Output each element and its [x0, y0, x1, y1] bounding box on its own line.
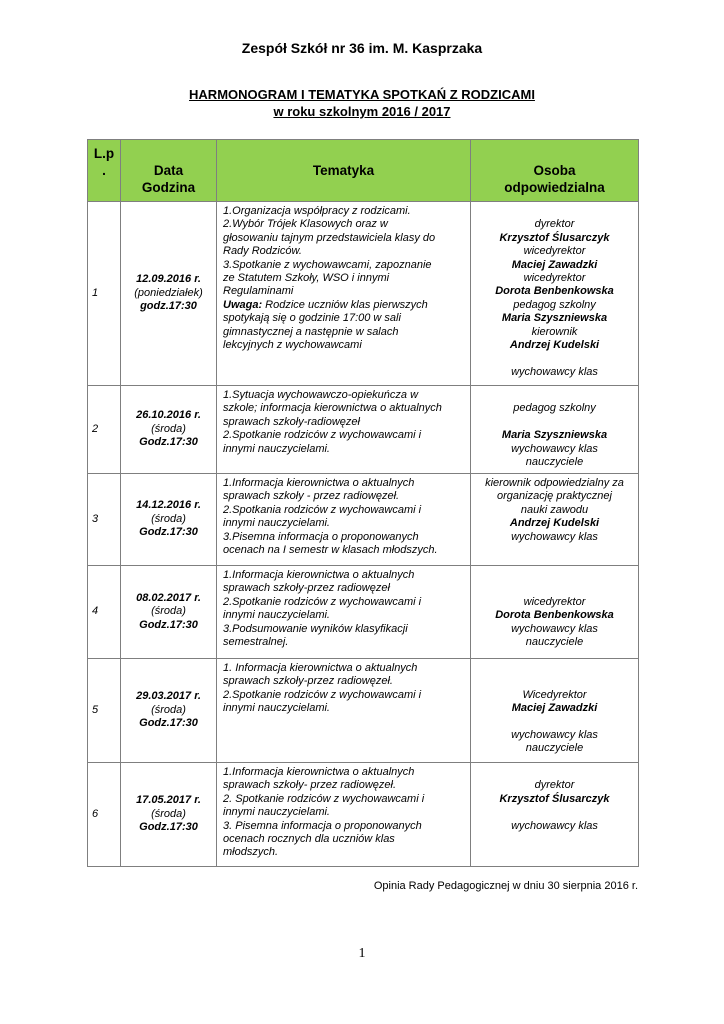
row-time: Godz.17:30	[139, 618, 198, 631]
row-lp: 3	[88, 474, 121, 566]
topic-line: Rady Rodziców.	[223, 245, 302, 258]
topic-line: Regulaminami	[223, 285, 294, 298]
person-role: wicedyrektor	[523, 595, 586, 608]
topic-line: 1.Informacja kierownictwa o aktualnych	[223, 477, 415, 489]
person-role: wychowawcy klas	[511, 728, 598, 741]
row-topic-cell	[217, 474, 471, 566]
row-lp: 5	[88, 659, 121, 763]
row-topic-cell	[217, 659, 471, 763]
row-date-cell	[121, 763, 217, 867]
person-role: wicedyrektor	[523, 245, 586, 258]
topic-line: gimnastycznej a następnie w salach	[223, 325, 399, 338]
row-date: 12.09.2016 r.	[136, 273, 201, 286]
header-person-line1: Osoba	[533, 163, 576, 178]
topic-line: młodszych.	[223, 846, 279, 859]
person-role: wychowawcy klas	[511, 530, 598, 543]
topic-line: 2. Spotkanie rodziców z wychowawcami i	[223, 792, 425, 805]
row-date: 17.05.2017 r.	[136, 794, 201, 807]
title-line-1: HARMONOGRAM I TEMATYKA SPOTKAŃ Z RODZICAMI	[189, 87, 535, 102]
person-role: pedagog szkolny	[513, 298, 596, 311]
person-role	[471, 569, 638, 582]
topic-line: ze Statutem Szkoły, WSO i innymi	[223, 272, 390, 285]
row-time: Godz.17:30	[139, 717, 198, 730]
person-role	[471, 675, 638, 688]
topic-line: 3.Pisemna informacja o proponowanych	[223, 530, 419, 543]
topic-line: sprawach szkoły- przez radiowęzeł.	[223, 779, 397, 792]
person-name: Krzysztof Ślusarczyk	[499, 231, 610, 244]
topic-line: głosowaniu tajnym przedstawiciela klasy do	[223, 231, 436, 244]
row-date: 08.02.2017 r.	[136, 591, 201, 604]
row-person-cell	[471, 763, 639, 867]
table-row	[88, 386, 639, 474]
row-day: (poniedziałek)	[134, 286, 203, 299]
header-lp-line2: .	[102, 163, 106, 178]
note-label: Uwaga:	[223, 298, 263, 311]
topic-line: 1. Informacja kierownictwa o aktualnych	[223, 662, 418, 674]
row-lp: 2	[88, 386, 121, 474]
header-date	[121, 140, 217, 202]
topic-line: sprawach szkoły-radiowęzeł	[223, 415, 360, 428]
header-lp-line1: L.p	[93, 146, 115, 161]
row-date-cell	[121, 386, 217, 474]
row-day: (środa)	[151, 807, 186, 820]
topic-line: sprawach szkoły-przez radiowęzeł.	[223, 675, 393, 688]
topic-line: spotykają się o godzinie 17:00 w sali	[223, 312, 401, 325]
person-role: wychowawcy klas	[511, 365, 598, 378]
person-role: kierownik	[531, 325, 578, 338]
header-date-line1: Data	[153, 163, 184, 178]
person-name: Krzysztof Ślusarczyk	[499, 792, 610, 805]
table-row	[88, 566, 639, 659]
header-date-line2: Godzina	[141, 180, 196, 195]
row-day: (środa)	[151, 605, 186, 618]
header-person-line2: odpowiedzialna	[504, 180, 605, 195]
person-role	[471, 662, 638, 675]
document-title	[0, 86, 724, 120]
topic-line: sprawach szkoły - przez radiowęzeł.	[223, 490, 400, 503]
person-name: Dorota Benbenkowska	[495, 285, 614, 298]
person-role: wicedyrektor	[523, 272, 586, 285]
row-date-cell	[121, 202, 217, 386]
person-role: nauczyciele	[525, 636, 584, 648]
school-name: Zespół Szkół nr 36 im. M. Kasprzaka	[241, 40, 483, 56]
person-role	[471, 582, 638, 595]
row-person-cell	[471, 386, 639, 474]
header-topic: Tematyka	[217, 140, 471, 202]
topic-line: ocenach na I semestr w klasach młodszych.	[223, 544, 438, 557]
row-time: Godz.17:30	[139, 436, 198, 449]
person-role: organizację praktycznej	[497, 490, 612, 503]
table-row	[88, 202, 639, 386]
person-role	[471, 416, 638, 429]
person-role: kierownik odpowiedzialny za	[485, 477, 624, 489]
row-topic-cell	[217, 202, 471, 386]
topic-line: innymi nauczycielami.	[223, 702, 330, 715]
person-role	[471, 389, 638, 402]
topic-line: szkole; informacja kierownictwa o aktualnych	[223, 402, 442, 415]
topic-line: 3.Spotkanie z wychowawcami, zapoznanie	[223, 258, 432, 271]
row-topic-cell	[217, 566, 471, 659]
person-role: Wicedyrektor	[522, 688, 587, 701]
person-role: wychowawcy klas	[511, 442, 598, 455]
person-name: Andrzej Kudelski	[509, 517, 600, 530]
person-role: nauczyciele	[525, 456, 584, 468]
person-name: Maciej Zawadzki	[511, 702, 598, 715]
row-lp: 6	[88, 763, 121, 867]
row-time: Godz.17:30	[139, 821, 198, 834]
person-role	[471, 806, 638, 819]
topic-line: 1.Sytuacja wychowawczo-opiekuńcza w	[223, 389, 419, 401]
row-date: 29.03.2017 r.	[136, 690, 201, 703]
topic-line: 2.Spotkanie rodziców z wychowawcami i	[223, 429, 422, 442]
topic-line: lekcyjnych z wychowawcami	[223, 339, 362, 352]
row-date: 14.12.2016 r.	[136, 499, 201, 512]
person-role: dyrektor	[534, 218, 575, 231]
row-person-cell	[471, 659, 639, 763]
topic-line: 1.Informacja kierownictwa o aktualnych	[223, 569, 415, 581]
person-role: dyrektor	[534, 779, 575, 792]
topic-line: semestralnej.	[223, 636, 289, 649]
note-text: Rodzice uczniów klas pierwszych	[262, 298, 428, 311]
person-role	[471, 716, 638, 729]
title-line-2: w roku szkolnym 2016 / 2017	[273, 104, 451, 119]
topic-line: innymi nauczycielami.	[223, 517, 330, 530]
page-number: 1	[358, 946, 366, 961]
person-role: wychowawcy klas	[511, 819, 598, 832]
row-person-cell	[471, 202, 639, 386]
person-name: Dorota Benbenkowska	[495, 609, 614, 622]
row-day: (środa)	[151, 512, 186, 525]
row-date-cell	[121, 566, 217, 659]
table-row	[88, 763, 639, 867]
table-row	[88, 474, 639, 566]
person-role	[471, 766, 638, 779]
topic-line: 2.Spotkanie rodziców z wychowawcami i	[223, 595, 422, 608]
table-row	[88, 659, 639, 763]
person-role: wychowawcy klas	[511, 622, 598, 635]
topic-line: 3.Podsumowanie wyników klasyfikacji	[223, 622, 408, 635]
row-date-cell	[121, 474, 217, 566]
person-role: nauki zawodu	[520, 503, 589, 516]
topic-line: 3. Pisemna informacja o proponowanych	[223, 819, 422, 832]
row-lp: 1	[88, 202, 121, 386]
row-person-cell	[471, 566, 639, 659]
row-topic-cell	[217, 386, 471, 474]
row-topic-cell	[217, 763, 471, 867]
schedule-table	[87, 139, 639, 867]
header-person	[471, 140, 639, 202]
topic-line: 2.Spotkanie rodziców z wychowawcami i	[223, 688, 422, 701]
footer-note: Opinia Rady Pedagogicznej w dniu 30 sierpnia 2016 r.	[373, 880, 638, 892]
row-time: godz.17:30	[140, 300, 197, 313]
header-lp	[88, 140, 121, 202]
row-day: (środa)	[151, 703, 186, 716]
person-role	[471, 352, 638, 365]
person-role: nauczyciele	[525, 742, 584, 755]
row-date-cell	[121, 659, 217, 763]
person-role: pedagog szkolny	[513, 402, 596, 415]
person-name: Maria Szyszniewska	[501, 429, 608, 442]
person-role	[471, 205, 638, 218]
table-header-row	[88, 140, 639, 202]
topic-note-line	[223, 299, 466, 312]
row-lp: 4	[88, 566, 121, 659]
topic-line: innymi nauczycielami.	[223, 609, 330, 622]
person-name: Maciej Zawadzki	[511, 258, 598, 271]
person-name: Maria Szyszniewska	[501, 312, 608, 325]
row-day: (środa)	[151, 422, 186, 435]
person-name: Andrzej Kudelski	[509, 339, 600, 352]
topic-line: ocenach rocznych dla uczniów klas	[223, 833, 395, 846]
row-person-cell	[471, 474, 639, 566]
row-time: Godz.17:30	[139, 526, 198, 539]
topic-line: 1.Informacja kierownictwa o aktualnych	[223, 766, 415, 778]
topic-line: 2.Wybór Trójek Klasowych oraz w	[223, 218, 388, 231]
topic-line: 1.Organizacja współpracy z rodzicami.	[223, 205, 411, 217]
row-date: 26.10.2016 r.	[136, 409, 201, 422]
topic-line: innymi nauczycielami.	[223, 442, 330, 455]
topic-line: 2.Spotkania rodziców z wychowawcami i	[223, 503, 422, 516]
topic-line: innymi nauczycielami.	[223, 806, 330, 819]
topic-line: sprawach szkoły-przez radiowęzeł	[223, 582, 390, 595]
